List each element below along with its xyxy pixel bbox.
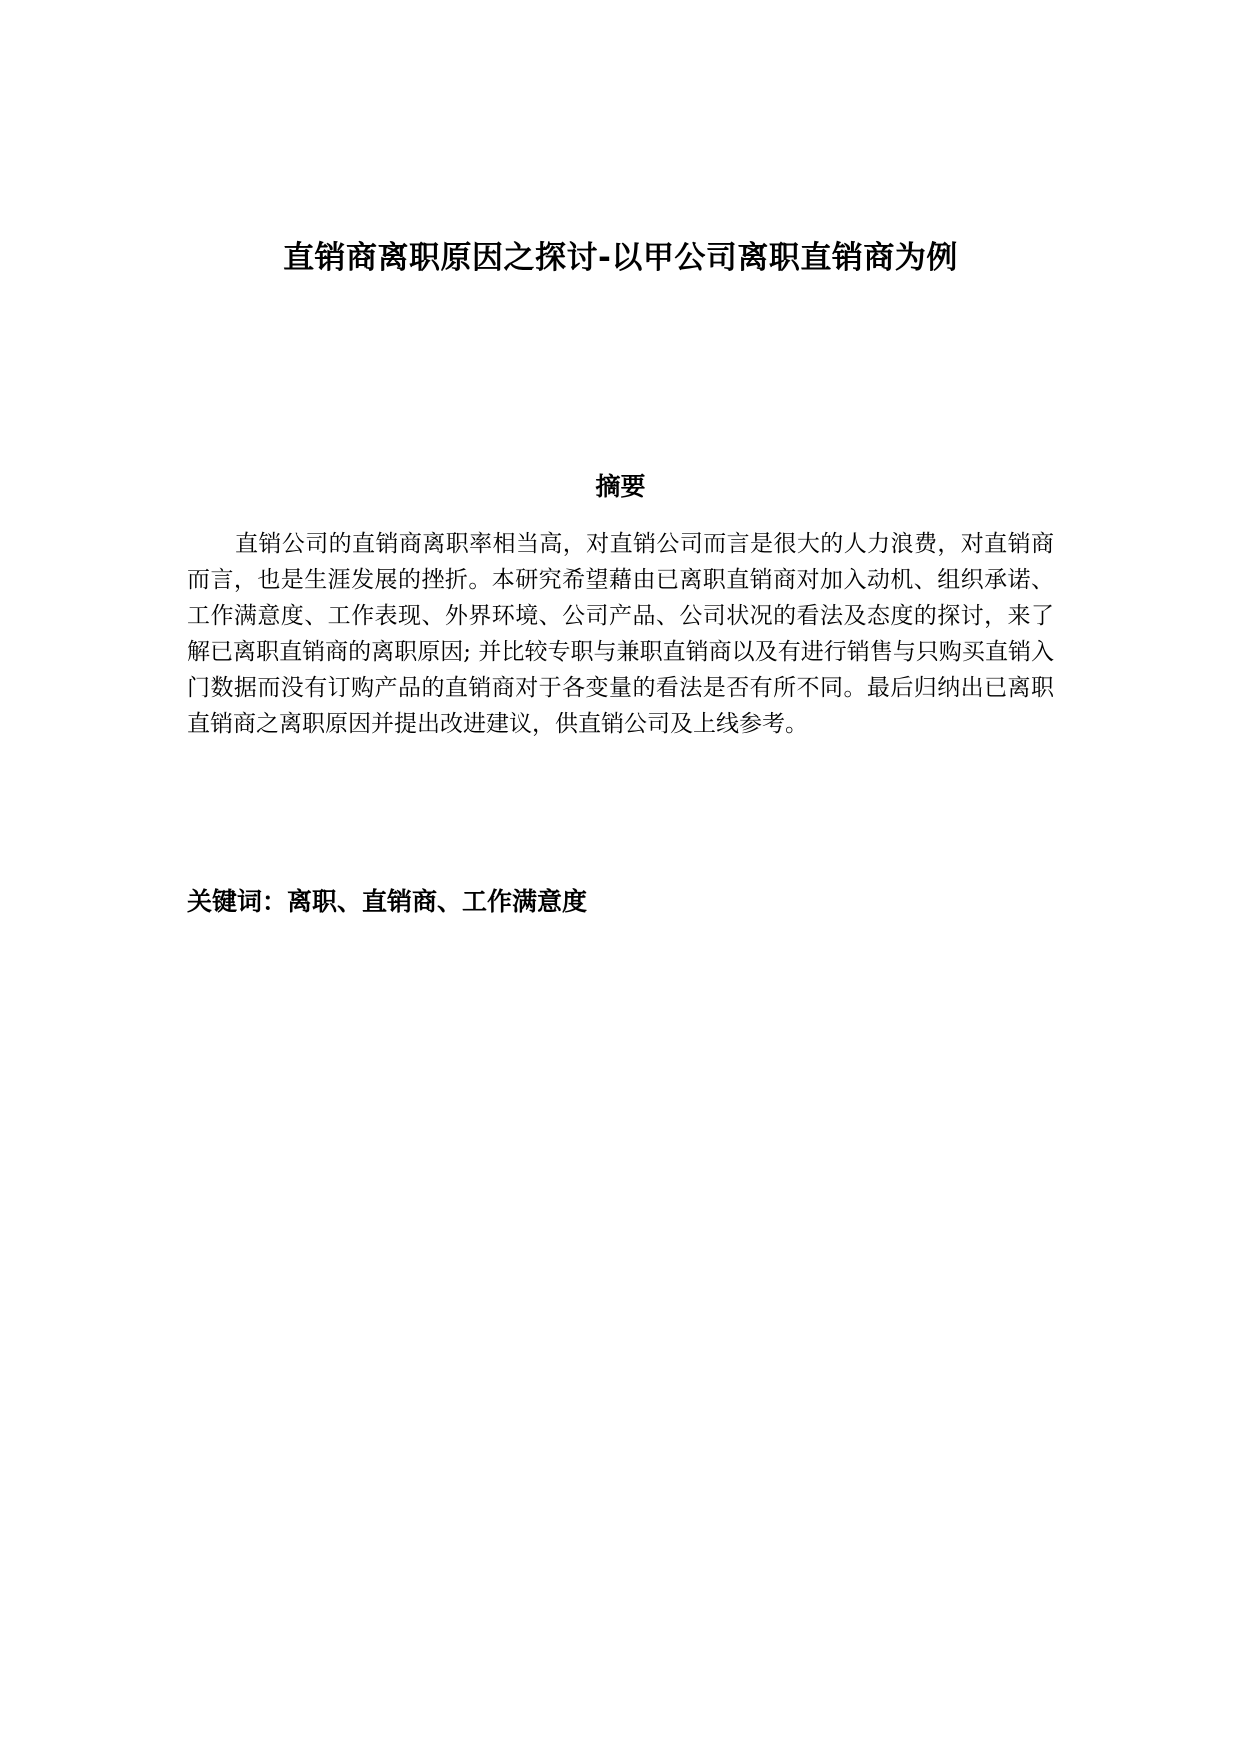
abstract-body: 直销公司的直销商离职率相当高，对直销公司而言是很大的人力浪费，对直销商而言，也是生涯发展的挫折。本研究希望藉由已离职直销商对加入动机、组织承诺、工作满意度、工作表现、外界环境、公司产品、公司状况的看法及态度的探讨，来了解已离职直销商的离职原因; 并比较专职与兼职直销商以及有进行销售与只购买直销入门数据而没有订购产品的直销商对于各变量的看法是否有所不同。最后归纳出已离职直销商之离职原因并提出改进建议，供直销公司及上线参考。 bbox=[187, 531, 1054, 737]
abstract-heading: 摘要 bbox=[595, 472, 646, 501]
keywords: 关键词：离职、直销商、工作满意度 bbox=[187, 887, 588, 916]
document-title: 直销商离职原因之探讨-以甲公司离职直销商为例 bbox=[283, 240, 958, 276]
